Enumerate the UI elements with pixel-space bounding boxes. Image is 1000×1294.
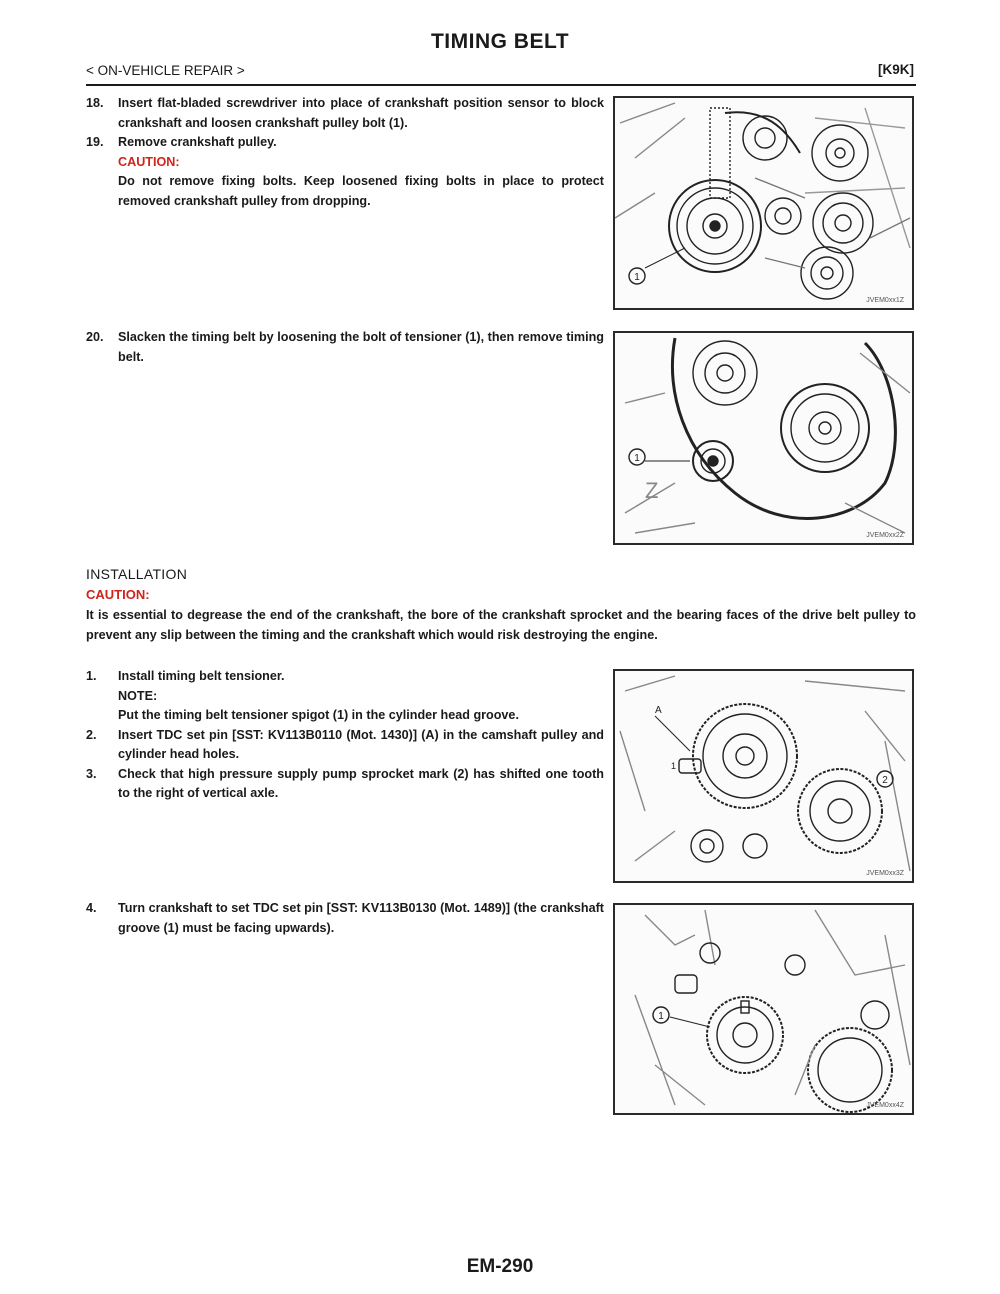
step-19 (86, 133, 604, 153)
figure-crankshaft-sprocket (613, 903, 914, 1115)
step-text: Insert flat-bladed screwdriver into place of crankshaft position sensor to block crankshaft and loosen crankshaft pulley bolt (1). (118, 96, 604, 130)
step-number: 1. (86, 669, 97, 683)
engine-code: [K9K] (878, 62, 914, 77)
callout-1: 1 (658, 1011, 664, 1022)
callout-a: A (655, 705, 662, 716)
installation-steps-1-3 (86, 667, 604, 804)
step-3 (86, 765, 604, 804)
figure-id: JVEM0xx3Z (866, 870, 904, 877)
camshaft-sprocket-illustration (615, 671, 912, 881)
caution-label: CAUTION: (118, 154, 180, 169)
note-text: Put the timing belt tensioner spigot (1) in the cylinder head groove. (118, 708, 519, 722)
step-number: 2. (86, 727, 97, 742)
installation-caution-text: It is essential to degrease the end of the crankshaft, the bore of the crankshaft sprocket and the bearing faces of the drive belt pulley to prevent any slip between the timing and the crankshaft which would risk destroying the engine. (86, 608, 916, 642)
caution-label: CAUTION: (86, 587, 150, 602)
figure-timing-belt-tensioner (613, 331, 914, 545)
step-text: Remove crankshaft pulley. (118, 135, 277, 149)
figure-id: JVEM0xx1Z (866, 297, 904, 304)
step-number: 19. (86, 135, 104, 149)
step-18 (86, 94, 604, 133)
step-number: 20. (86, 330, 104, 344)
figure-crankshaft-pulley (613, 96, 914, 310)
step-1 (86, 667, 604, 687)
step-text: Check that high pressure supply pump sprocket mark (2) has shifted one tooth to the right of vertical axle. (118, 766, 604, 800)
header-divider (86, 84, 916, 86)
page-number: EM-290 (466, 1256, 534, 1277)
callout-1: 1 (671, 761, 677, 771)
installation-step-4 (86, 899, 604, 938)
step-number: 3. (86, 766, 97, 781)
caution-text: Do not remove fixing bolts. Keep loosened fixing bolts in place to protect removed crankshaft pulley from dropping. (118, 174, 604, 208)
step-2 (86, 726, 604, 765)
removal-steps-18-19 (86, 94, 604, 211)
note-label: NOTE: (118, 688, 158, 703)
removal-step-20 (86, 328, 604, 367)
step-4 (86, 899, 604, 938)
callout-1: 1 (634, 453, 640, 464)
step-text: Turn crankshaft to set TDC set pin [SST: KV113B0130 (Mot. 1489)] (the crankshaft groove (1) must be facing upwards). (118, 901, 604, 935)
callout-2: 2 (882, 775, 888, 786)
tensioner-illustration (615, 333, 912, 543)
figure-id: JVEM0xx2Z (866, 532, 904, 539)
step-20 (86, 328, 604, 367)
step-text: Install timing belt tensioner. (118, 669, 285, 683)
step-number: 4. (86, 901, 97, 915)
crankshaft-sprocket-illustration (615, 905, 912, 1113)
step-number: 18. (86, 96, 104, 110)
breadcrumb: < ON-VEHICLE REPAIR > (86, 63, 245, 78)
crankshaft-pulley-illustration (615, 98, 912, 308)
figure-camshaft-sprockets (613, 669, 914, 883)
page-title: TIMING BELT (430, 30, 570, 53)
svg-text:Z: Z (645, 478, 659, 503)
step-text: Insert TDC set pin [SST: KV113B0110 (Mot. 1430)] (A) in the camshaft pulley and cylinder head holes. (118, 727, 604, 761)
installation-heading: INSTALLATION (86, 566, 188, 582)
step-text: Slacken the timing belt by loosening the bolt of tensioner (1), then remove timing belt. (118, 330, 604, 364)
callout-1: 1 (634, 272, 640, 283)
figure-id: JVEM0xx4Z (866, 1102, 904, 1109)
